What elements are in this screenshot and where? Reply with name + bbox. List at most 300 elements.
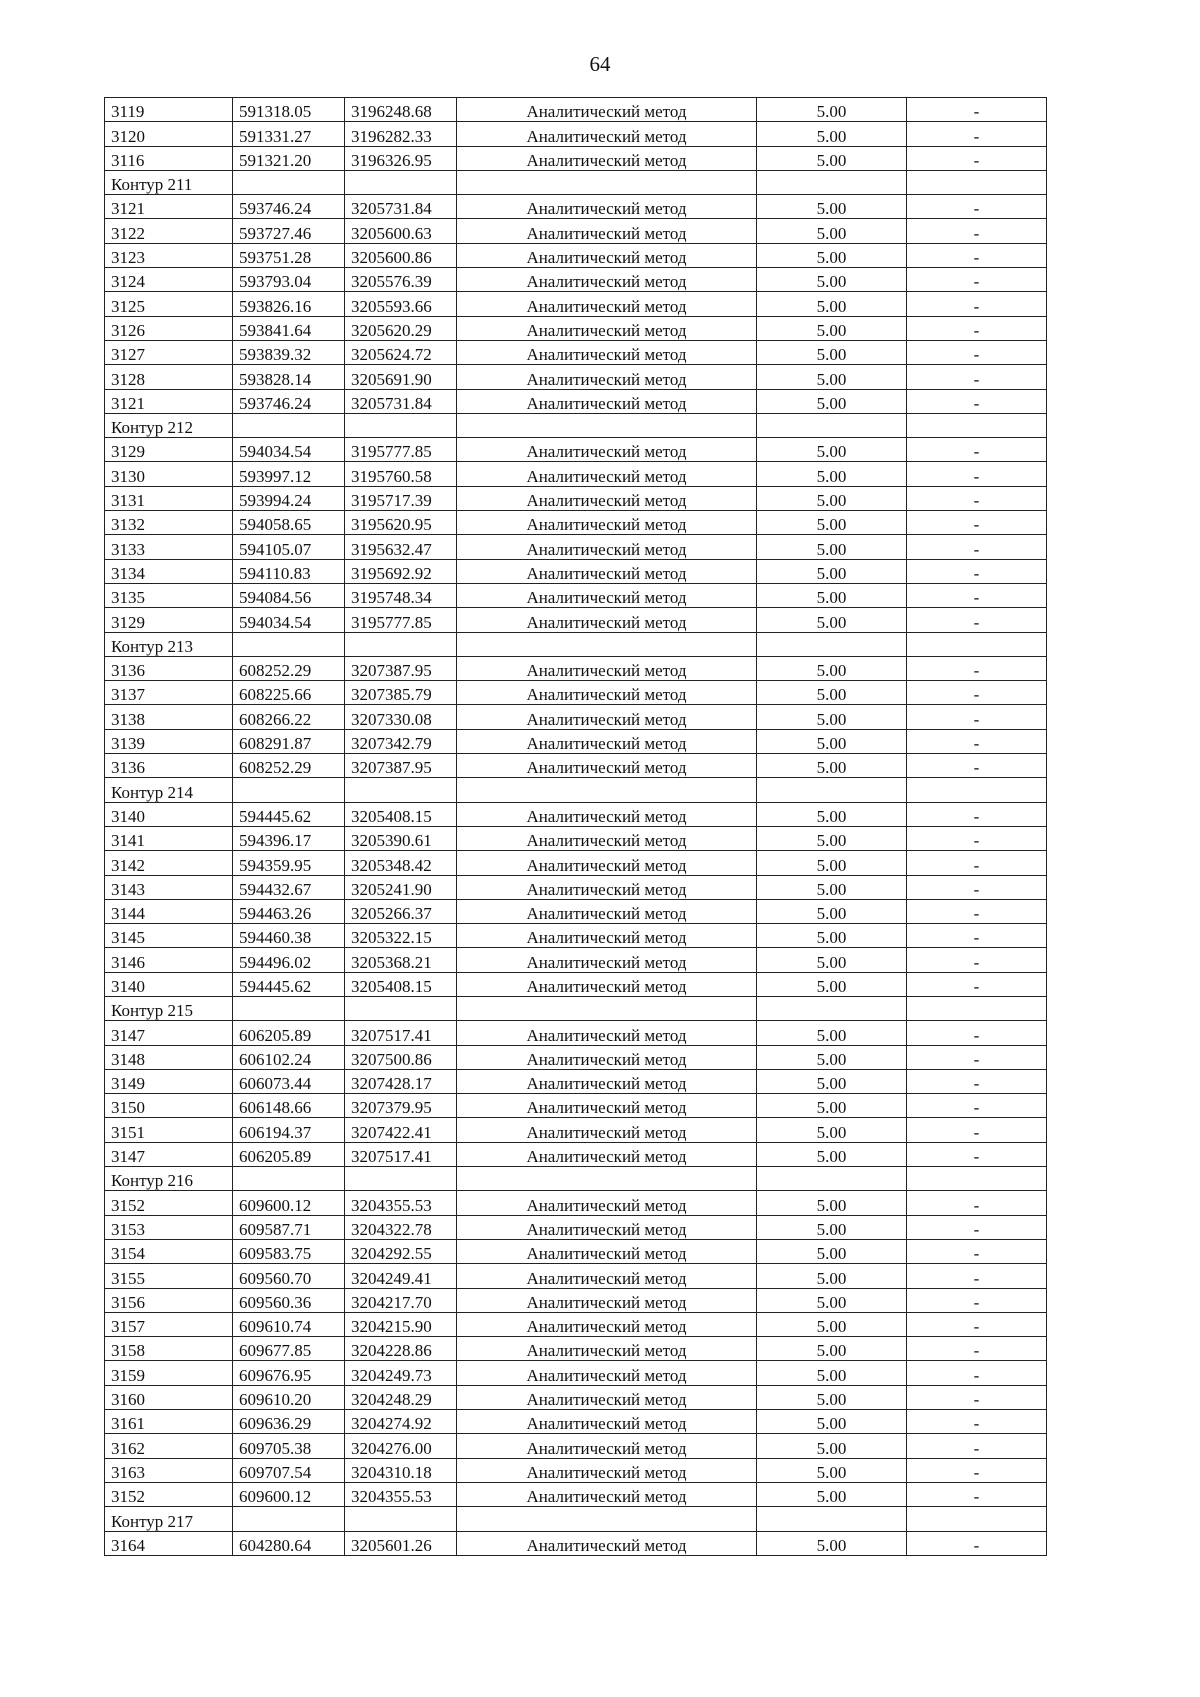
accuracy-cell: 5.00 [757,1215,907,1239]
coord-y: 3196282.33 [345,122,457,146]
table-row [105,1482,1047,1506]
coord-y: 3205266.37 [345,899,457,923]
coord-y: 3205600.63 [345,219,457,243]
accuracy-cell: 5.00 [757,122,907,146]
dash-cell: - [907,875,1047,899]
accuracy-cell: 5.00 [757,1264,907,1288]
coord-y: 3205691.90 [345,365,457,389]
table-row [105,608,1047,632]
point-number: 3137 [105,681,233,705]
coord-x: 594359.95 [233,851,345,875]
method-cell: Аналитический метод [457,268,757,292]
method-cell: Аналитический метод [457,511,757,535]
point-number: 3140 [105,972,233,996]
point-number: 3147 [105,1142,233,1166]
empty-cell [757,413,907,437]
accuracy-cell: 5.00 [757,705,907,729]
point-number: 3155 [105,1264,233,1288]
accuracy-cell: 5.00 [757,98,907,122]
point-number: 3136 [105,656,233,680]
empty-cell [907,170,1047,194]
table-row [105,1361,1047,1385]
point-number: 3140 [105,802,233,826]
coord-y: 3195692.92 [345,559,457,583]
table-row [105,195,1047,219]
empty-cell [757,996,907,1020]
empty-cell [345,778,457,802]
method-cell: Аналитический метод [457,1045,757,1069]
accuracy-cell: 5.00 [757,462,907,486]
table-row [105,754,1047,778]
coord-y: 3204249.41 [345,1264,457,1288]
coord-x: 593746.24 [233,195,345,219]
empty-cell [907,413,1047,437]
method-cell: Аналитический метод [457,1288,757,1312]
coord-x: 593994.24 [233,486,345,510]
point-number: 3121 [105,389,233,413]
dash-cell: - [907,608,1047,632]
point-number: 3138 [105,705,233,729]
coord-y: 3205390.61 [345,826,457,850]
table-row [105,899,1047,923]
table-row [105,1264,1047,1288]
point-number: 3158 [105,1337,233,1361]
coord-y: 3205408.15 [345,972,457,996]
table-row [105,511,1047,535]
method-cell: Аналитический метод [457,219,757,243]
point-number: 3136 [105,754,233,778]
coord-x: 609583.75 [233,1239,345,1263]
coord-x: 608266.22 [233,705,345,729]
coord-y: 3207342.79 [345,729,457,753]
table-row [105,268,1047,292]
table-row [105,656,1047,680]
coord-x: 594445.62 [233,802,345,826]
table-row [105,1239,1047,1263]
coord-y: 3195632.47 [345,535,457,559]
method-cell: Аналитический метод [457,583,757,607]
coord-x: 606194.37 [233,1118,345,1142]
table-row [105,1094,1047,1118]
dash-cell: - [907,1385,1047,1409]
point-number: 3162 [105,1434,233,1458]
coord-y: 3205368.21 [345,948,457,972]
contour-header-row [105,1507,1047,1531]
coord-x: 594084.56 [233,583,345,607]
dash-cell: - [907,1118,1047,1142]
coord-y: 3205600.86 [345,243,457,267]
accuracy-cell: 5.00 [757,1191,907,1215]
contour-label: Контур 215 [105,996,233,1020]
coord-x: 609610.20 [233,1385,345,1409]
dash-cell: - [907,219,1047,243]
dash-cell: - [907,899,1047,923]
coord-x: 593828.14 [233,365,345,389]
dash-cell: - [907,1191,1047,1215]
point-number: 3145 [105,924,233,948]
method-cell: Аналитический метод [457,851,757,875]
table-row [105,1312,1047,1336]
coord-y: 3205731.84 [345,195,457,219]
point-number: 3127 [105,340,233,364]
coord-x: 594105.07 [233,535,345,559]
point-number: 3147 [105,1021,233,1045]
coord-y: 3207385.79 [345,681,457,705]
table-row [105,1288,1047,1312]
coord-x: 609600.12 [233,1482,345,1506]
method-cell: Аналитический метод [457,195,757,219]
dash-cell: - [907,195,1047,219]
coord-x: 593826.16 [233,292,345,316]
method-cell: Аналитический метод [457,1312,757,1336]
coord-y: 3204322.78 [345,1215,457,1239]
table-row [105,705,1047,729]
coord-x: 609636.29 [233,1410,345,1434]
coord-y: 3207517.41 [345,1021,457,1045]
empty-cell [457,170,757,194]
coord-y: 3207428.17 [345,1069,457,1093]
dash-cell: - [907,98,1047,122]
dash-cell: - [907,462,1047,486]
coord-x: 594432.67 [233,875,345,899]
method-cell: Аналитический метод [457,1191,757,1215]
coord-x: 594463.26 [233,899,345,923]
accuracy-cell: 5.00 [757,1142,907,1166]
coord-x: 609587.71 [233,1215,345,1239]
table-row [105,340,1047,364]
table-row [105,1531,1047,1555]
empty-cell [233,1167,345,1191]
coord-y: 3195760.58 [345,462,457,486]
coord-y: 3205731.84 [345,389,457,413]
contour-label: Контур 212 [105,413,233,437]
accuracy-cell: 5.00 [757,1361,907,1385]
dash-cell: - [907,243,1047,267]
coord-x: 594110.83 [233,559,345,583]
accuracy-cell: 5.00 [757,802,907,826]
method-cell: Аналитический метод [457,1239,757,1263]
accuracy-cell: 5.00 [757,851,907,875]
method-cell: Аналитический метод [457,389,757,413]
method-cell: Аналитический метод [457,1069,757,1093]
empty-cell [457,632,757,656]
dash-cell: - [907,851,1047,875]
coord-y: 3207517.41 [345,1142,457,1166]
contour-label: Контур 213 [105,632,233,656]
empty-cell [757,1167,907,1191]
accuracy-cell: 5.00 [757,1239,907,1263]
dash-cell: - [907,1337,1047,1361]
table-row [105,316,1047,340]
empty-cell [757,632,907,656]
method-cell: Аналитический метод [457,972,757,996]
table-row [105,1069,1047,1093]
coord-x: 609677.85 [233,1337,345,1361]
accuracy-cell: 5.00 [757,1410,907,1434]
point-number: 3133 [105,535,233,559]
coord-y: 3205601.26 [345,1531,457,1555]
accuracy-cell: 5.00 [757,608,907,632]
coord-y: 3207422.41 [345,1118,457,1142]
table-row [105,98,1047,122]
accuracy-cell: 5.00 [757,1094,907,1118]
coord-y: 3205624.72 [345,340,457,364]
table-row [105,875,1047,899]
accuracy-cell: 5.00 [757,656,907,680]
dash-cell: - [907,389,1047,413]
empty-cell [907,1507,1047,1531]
accuracy-cell: 5.00 [757,559,907,583]
table-row [105,972,1047,996]
accuracy-cell: 5.00 [757,1337,907,1361]
coord-x: 593997.12 [233,462,345,486]
point-number: 3164 [105,1531,233,1555]
method-cell: Аналитический метод [457,1361,757,1385]
accuracy-cell: 5.00 [757,438,907,462]
accuracy-cell: 5.00 [757,972,907,996]
table-row [105,292,1047,316]
dash-cell: - [907,122,1047,146]
coord-x: 593841.64 [233,316,345,340]
method-cell: Аналитический метод [457,1434,757,1458]
page-number: 64 [589,52,611,76]
coord-x: 606205.89 [233,1142,345,1166]
table-row [105,1434,1047,1458]
table-row [105,1215,1047,1239]
empty-cell [907,632,1047,656]
method-cell: Аналитический метод [457,1458,757,1482]
coord-x: 594034.54 [233,438,345,462]
method-cell: Аналитический метод [457,486,757,510]
coord-x: 608225.66 [233,681,345,705]
coord-x: 593751.28 [233,243,345,267]
dash-cell: - [907,656,1047,680]
method-cell: Аналитический метод [457,1142,757,1166]
point-number: 3139 [105,729,233,753]
dash-cell: - [907,292,1047,316]
point-number: 3159 [105,1361,233,1385]
dash-cell: - [907,146,1047,170]
table-row [105,365,1047,389]
coord-x: 594396.17 [233,826,345,850]
coord-x: 609600.12 [233,1191,345,1215]
point-number: 3152 [105,1482,233,1506]
dash-cell: - [907,948,1047,972]
dash-cell: - [907,1312,1047,1336]
point-number: 3161 [105,1410,233,1434]
dash-cell: - [907,316,1047,340]
accuracy-cell: 5.00 [757,365,907,389]
method-cell: Аналитический метод [457,243,757,267]
table-row [105,1385,1047,1409]
table-row [105,559,1047,583]
point-number: 3125 [105,292,233,316]
method-cell: Аналитический метод [457,98,757,122]
coord-y: 3204228.86 [345,1337,457,1361]
table-row [105,219,1047,243]
accuracy-cell: 5.00 [757,243,907,267]
dash-cell: - [907,754,1047,778]
coord-y: 3195717.39 [345,486,457,510]
accuracy-cell: 5.00 [757,583,907,607]
method-cell: Аналитический метод [457,1118,757,1142]
accuracy-cell: 5.00 [757,195,907,219]
coord-x: 609610.74 [233,1312,345,1336]
empty-cell [345,1507,457,1531]
point-number: 3143 [105,875,233,899]
accuracy-cell: 5.00 [757,292,907,316]
point-number: 3121 [105,195,233,219]
coord-x: 609560.36 [233,1288,345,1312]
coord-x: 591318.05 [233,98,345,122]
coord-x: 594496.02 [233,948,345,972]
table-row [105,122,1047,146]
point-number: 3122 [105,219,233,243]
coord-y: 3204249.73 [345,1361,457,1385]
method-cell: Аналитический метод [457,705,757,729]
point-number: 3132 [105,511,233,535]
accuracy-cell: 5.00 [757,1045,907,1069]
dash-cell: - [907,1410,1047,1434]
table-row [105,729,1047,753]
method-cell: Аналитический метод [457,1410,757,1434]
coord-x: 608252.29 [233,656,345,680]
method-cell: Аналитический метод [457,292,757,316]
point-number: 3151 [105,1118,233,1142]
point-number: 3150 [105,1094,233,1118]
coord-y: 3207379.95 [345,1094,457,1118]
empty-cell [233,1507,345,1531]
contour-header-row [105,413,1047,437]
coord-y: 3204310.18 [345,1458,457,1482]
accuracy-cell: 5.00 [757,1531,907,1555]
method-cell: Аналитический метод [457,438,757,462]
accuracy-cell: 5.00 [757,681,907,705]
accuracy-cell: 5.00 [757,146,907,170]
empty-cell [345,170,457,194]
accuracy-cell: 5.00 [757,219,907,243]
accuracy-cell: 5.00 [757,826,907,850]
table-row [105,948,1047,972]
coord-y: 3207500.86 [345,1045,457,1069]
table-row [105,1337,1047,1361]
accuracy-cell: 5.00 [757,268,907,292]
dash-cell: - [907,1264,1047,1288]
coord-y: 3205348.42 [345,851,457,875]
contour-header-row [105,996,1047,1020]
accuracy-cell: 5.00 [757,754,907,778]
dash-cell: - [907,1288,1047,1312]
point-number: 3163 [105,1458,233,1482]
table-row [105,1118,1047,1142]
contour-label: Контур 214 [105,778,233,802]
accuracy-cell: 5.00 [757,389,907,413]
empty-cell [233,778,345,802]
contour-header-row [105,778,1047,802]
dash-cell: - [907,1482,1047,1506]
point-number: 3146 [105,948,233,972]
method-cell: Аналитический метод [457,826,757,850]
dash-cell: - [907,559,1047,583]
accuracy-cell: 5.00 [757,899,907,923]
coord-y: 3207330.08 [345,705,457,729]
point-number: 3131 [105,486,233,510]
coord-y: 3205620.29 [345,316,457,340]
dash-cell: - [907,1215,1047,1239]
coord-y: 3205576.39 [345,268,457,292]
empty-cell [907,1167,1047,1191]
coord-x: 609676.95 [233,1361,345,1385]
point-number: 3141 [105,826,233,850]
method-cell: Аналитический метод [457,729,757,753]
contour-header-row [105,1167,1047,1191]
dash-cell: - [907,340,1047,364]
coord-x: 591331.27 [233,122,345,146]
point-number: 3124 [105,268,233,292]
table-row [105,1458,1047,1482]
point-number: 3126 [105,316,233,340]
dash-cell: - [907,802,1047,826]
method-cell: Аналитический метод [457,535,757,559]
empty-cell [757,170,907,194]
dash-cell: - [907,535,1047,559]
table-row [105,851,1047,875]
dash-cell: - [907,1045,1047,1069]
dash-cell: - [907,924,1047,948]
point-number: 3152 [105,1191,233,1215]
table-row [105,243,1047,267]
coord-x: 606073.44 [233,1069,345,1093]
point-number: 3157 [105,1312,233,1336]
accuracy-cell: 5.00 [757,486,907,510]
coord-x: 593727.46 [233,219,345,243]
coord-x: 594058.65 [233,511,345,535]
empty-cell [757,1507,907,1531]
table-row [105,583,1047,607]
method-cell: Аналитический метод [457,1264,757,1288]
accuracy-cell: 5.00 [757,1118,907,1142]
coord-y: 3204355.53 [345,1191,457,1215]
table-row [105,535,1047,559]
accuracy-cell: 5.00 [757,875,907,899]
coord-x: 593839.32 [233,340,345,364]
table-row [105,826,1047,850]
dash-cell: - [907,1239,1047,1263]
dash-cell: - [907,1094,1047,1118]
method-cell: Аналитический метод [457,802,757,826]
empty-cell [345,413,457,437]
contour-header-row [105,170,1047,194]
point-number: 3135 [105,583,233,607]
coord-x: 594460.38 [233,924,345,948]
dash-cell: - [907,1458,1047,1482]
table-row [105,462,1047,486]
dash-cell: - [907,365,1047,389]
method-cell: Аналитический метод [457,365,757,389]
point-number: 3119 [105,98,233,122]
empty-cell [233,170,345,194]
coord-y: 3204248.29 [345,1385,457,1409]
coord-x: 591321.20 [233,146,345,170]
method-cell: Аналитический метод [457,1094,757,1118]
dash-cell: - [907,438,1047,462]
point-number: 3156 [105,1288,233,1312]
coord-x: 608252.29 [233,754,345,778]
point-number: 3134 [105,559,233,583]
dash-cell: - [907,583,1047,607]
empty-cell [233,632,345,656]
coord-x: 594445.62 [233,972,345,996]
